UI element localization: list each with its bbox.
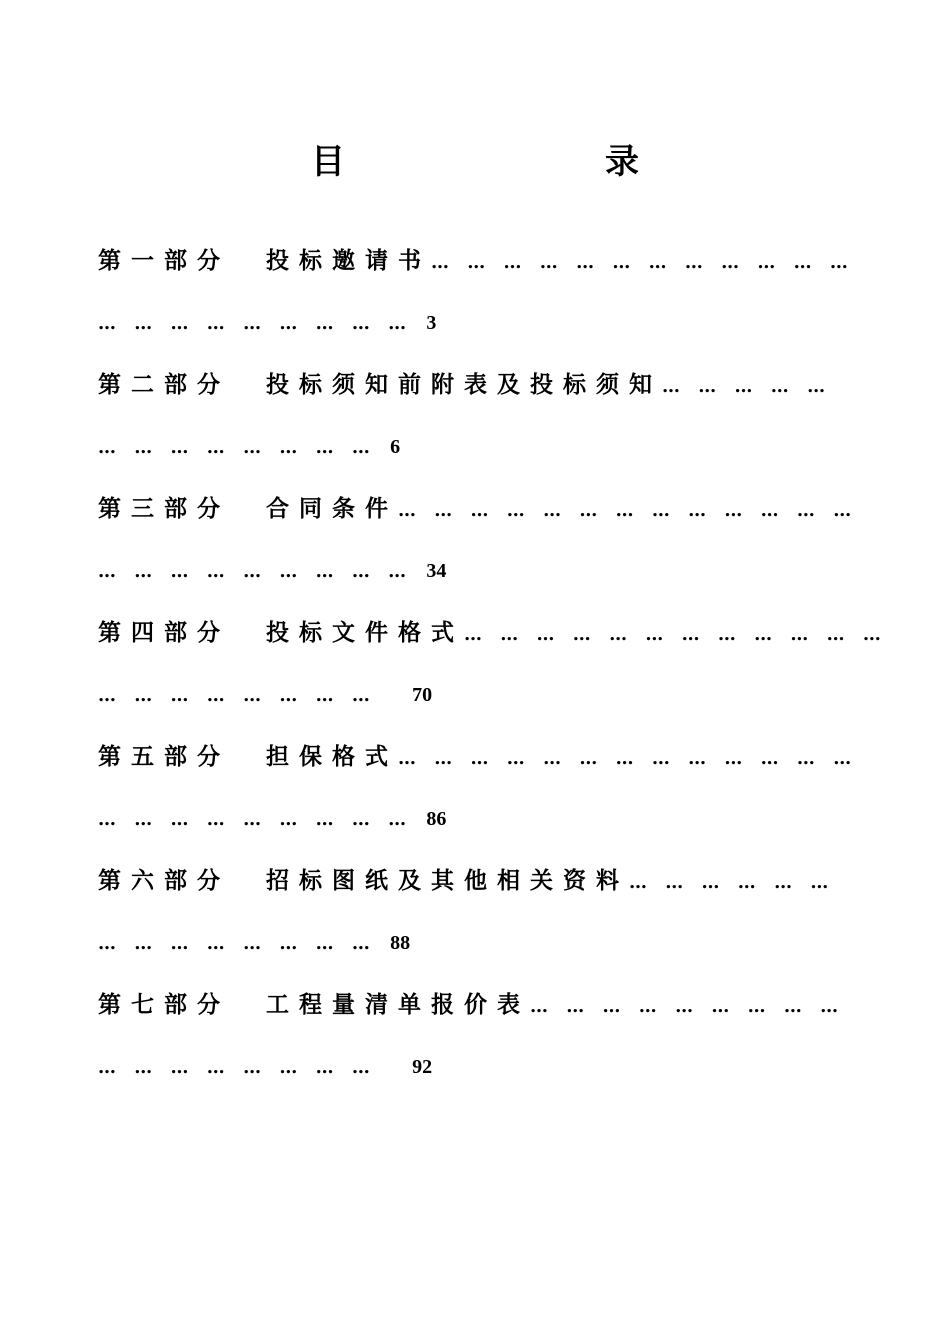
toc-leader-dots: … … … … … … … … …	[530, 996, 845, 1017]
toc-leader-dots: … … … … … … … … … … … …	[464, 624, 887, 645]
toc-entry	[98, 732, 858, 856]
toc-leader-dots: … … … … … … … … …	[98, 809, 425, 830]
toc-leader-dots: … … … … … … … … … … … …	[431, 252, 854, 273]
toc-entry-heading-line	[98, 360, 840, 410]
toc-leader-dots: … … … … … …	[629, 872, 835, 893]
toc-part-label: 第一部分	[98, 247, 230, 274]
toc-leader-dots: … … … … … … … … …	[98, 561, 425, 582]
toc-leader-dots: … … … … … … … …	[98, 1057, 389, 1078]
toc-leader-dots: … … … … … … … … … … … … …	[398, 748, 858, 769]
toc-entry-page-line	[98, 298, 436, 348]
toc-page-number: 86	[426, 808, 447, 830]
toc-part-label: 第二部分	[98, 371, 230, 398]
toc-leader-dots: … … … … … … … … …	[98, 313, 425, 334]
toc-entry-page-line	[98, 1042, 432, 1092]
toc-section-title: 投标邀请书	[266, 247, 431, 274]
toc-entry-page-line	[98, 422, 400, 472]
toc-leader-dots: … … … … … … … …	[98, 685, 389, 706]
toc-entry	[98, 360, 840, 484]
toc-page-number: 6	[390, 436, 401, 458]
toc-page-number: 34	[426, 560, 447, 582]
toc-entry-heading-line	[98, 484, 858, 534]
toc-entry-page-line	[98, 546, 446, 596]
toc-section-title: 担保格式	[266, 743, 398, 770]
toc-entry-heading-line	[98, 732, 858, 782]
toc-leader-dots: … … … … … … … … … … … … …	[398, 500, 858, 521]
page-title: 目 录	[311, 142, 703, 182]
toc-entry-page-line	[98, 670, 432, 720]
toc-entry-page-line	[98, 918, 410, 968]
toc-page-number: 92	[412, 1056, 433, 1078]
toc-section-title: 投标文件格式	[266, 619, 464, 646]
toc-entry-heading-line	[98, 236, 854, 286]
toc-entry-heading-line	[98, 608, 887, 658]
toc-part-label: 第七部分	[98, 991, 230, 1018]
toc-part-label: 第五部分	[98, 743, 230, 770]
toc-leader-dots: … … … … … … … …	[98, 437, 389, 458]
toc-page-number: 3	[426, 312, 437, 334]
toc-section-title: 工程量清单报价表	[266, 991, 530, 1018]
toc-page-number: 70	[412, 684, 433, 706]
toc-section-title: 合同条件	[266, 495, 398, 522]
toc-section-title: 投标须知前附表及投标须知	[266, 371, 662, 398]
toc-entry	[98, 484, 858, 608]
toc-part-label: 第四部分	[98, 619, 230, 646]
toc-leader-dots: … … … … …	[662, 376, 832, 397]
toc-section-title: 招标图纸及其他相关资料	[266, 867, 629, 894]
toc-entry	[98, 856, 840, 980]
toc-entry-heading-line	[98, 856, 840, 906]
toc-entry-heading-line	[98, 980, 845, 1030]
toc-entry	[98, 980, 845, 1104]
toc-entry	[98, 236, 854, 360]
toc-page-number: 88	[390, 932, 411, 954]
toc-part-label: 第六部分	[98, 867, 230, 894]
toc-part-label: 第三部分	[98, 495, 230, 522]
table-of-contents	[98, 236, 887, 1104]
toc-leader-dots: … … … … … … … …	[98, 933, 389, 954]
toc-entry	[98, 608, 887, 732]
toc-entry-page-line	[98, 794, 446, 844]
